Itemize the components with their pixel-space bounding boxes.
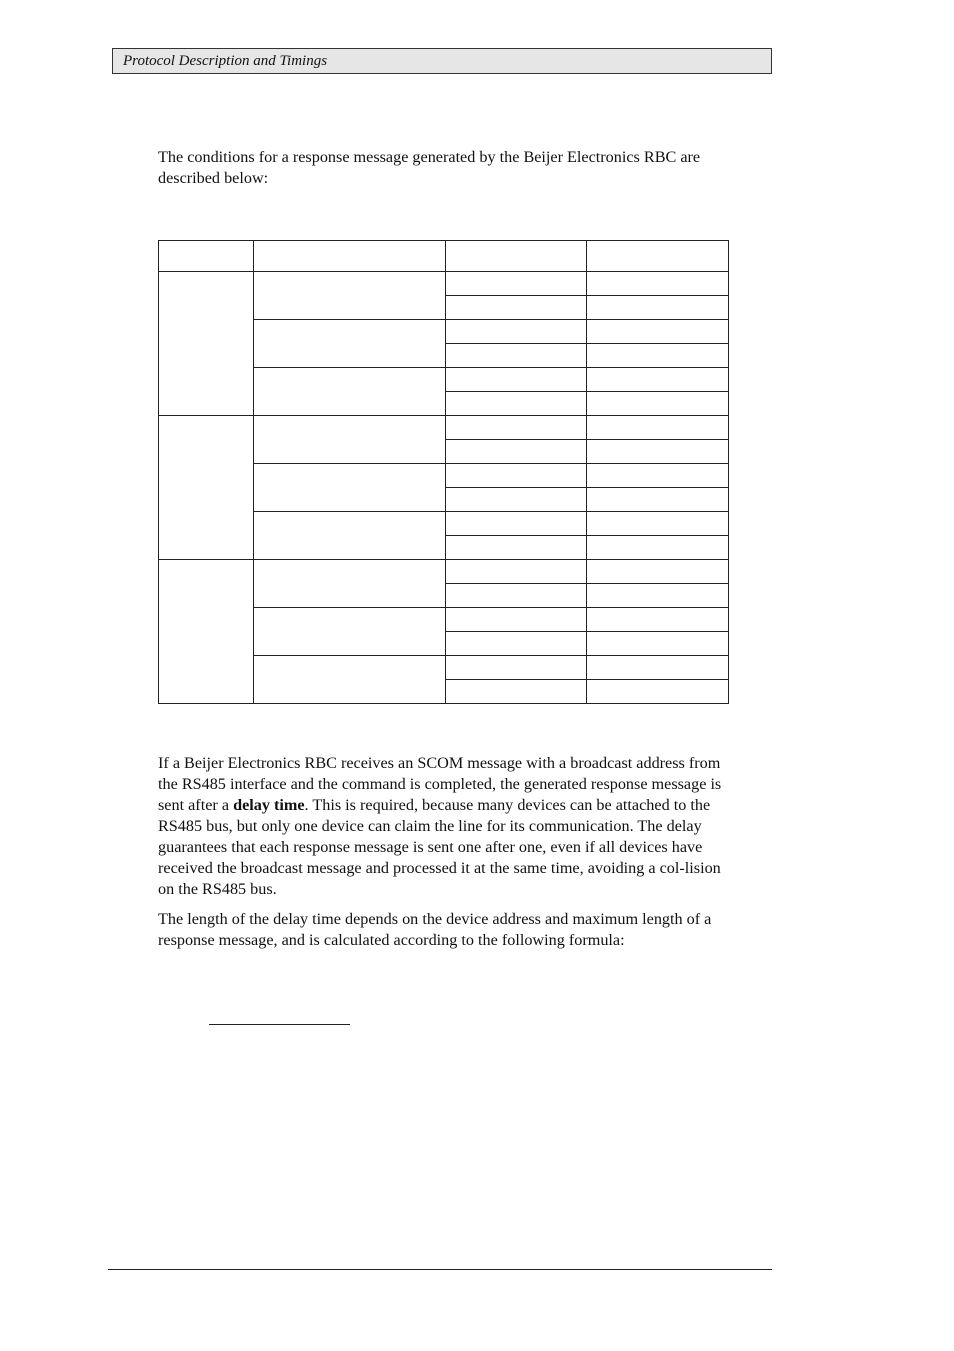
table-row [159, 560, 729, 584]
table-cell [446, 584, 587, 608]
table-cell [446, 392, 587, 416]
intro-paragraph: The conditions for a response message generated by the Beijer Electronics RBC are described below: [158, 148, 701, 187]
formula-divider [209, 1024, 350, 1025]
broadcast-paragraph [158, 753, 730, 900]
table-row [159, 416, 729, 440]
table-cell [587, 536, 729, 560]
table-cell [446, 296, 587, 320]
table-cell [587, 392, 729, 416]
broadcast-text-after: . This is required, because many devices can be attached to the RS485 bus, but only one device can claim the line for its communication. The delay guarantees that each response message is sent one after one, even if all devices have received the broadcast message and processed it at the same time, avoiding a col-lision on the RS485 bus. [158, 796, 721, 898]
table-cell [587, 368, 729, 392]
table-cell [587, 632, 729, 656]
table-cell [587, 584, 729, 608]
table-header-row [159, 241, 729, 272]
table-header-cell [587, 241, 729, 272]
table-cell [446, 440, 587, 464]
table-cell [587, 608, 729, 632]
subgroup-cell [254, 512, 446, 560]
table-cell [446, 656, 587, 680]
response-conditions-table [158, 240, 729, 704]
table-cell [446, 344, 587, 368]
table-cell [587, 512, 729, 536]
table-cell [446, 632, 587, 656]
table-cell [446, 512, 587, 536]
table-cell [587, 320, 729, 344]
subgroup-cell [254, 656, 446, 704]
header-title: Protocol Description and Timings [123, 53, 328, 69]
delay-time-term: delay time [233, 796, 305, 814]
footer-divider [108, 1269, 772, 1270]
group-cell [159, 272, 254, 416]
table-cell [446, 416, 587, 440]
table-cell [587, 464, 729, 488]
subgroup-cell [254, 608, 446, 656]
table-cell [587, 344, 729, 368]
subgroup-cell [254, 560, 446, 608]
table-cell [587, 656, 729, 680]
table-header-cell [254, 241, 446, 272]
header-bar [112, 48, 772, 74]
subgroup-cell [254, 320, 446, 368]
table-cell [446, 560, 587, 584]
delay-paragraph: The length of the delay time depends on the device address and maximum length of a response message, and is calculated according to the following formula: [158, 910, 712, 949]
table-header-cell [446, 241, 587, 272]
subgroup-cell [254, 368, 446, 416]
table-cell [587, 680, 729, 704]
table-cell [446, 272, 587, 296]
table-cell [587, 560, 729, 584]
table-row [159, 272, 729, 296]
subgroup-cell [254, 464, 446, 512]
table-cell [587, 416, 729, 440]
table-cell [446, 464, 587, 488]
table-cell [587, 440, 729, 464]
table-cell [587, 296, 729, 320]
table-cell [587, 488, 729, 512]
subgroup-cell [254, 272, 446, 320]
table-header-cell [159, 241, 254, 272]
group-cell [159, 560, 254, 704]
table-cell [446, 680, 587, 704]
table-cell [446, 320, 587, 344]
table-cell [446, 368, 587, 392]
table-cell [446, 608, 587, 632]
table-cell [587, 272, 729, 296]
subgroup-cell [254, 416, 446, 464]
group-cell [159, 416, 254, 560]
table-cell [446, 488, 587, 512]
table-cell [446, 536, 587, 560]
broadcast-text-before: If a Beijer Electronics RBC receives an SCOM message with a broadcast address from the RS485 interface and the command is completed, the generated response message is sent after a [158, 754, 722, 814]
